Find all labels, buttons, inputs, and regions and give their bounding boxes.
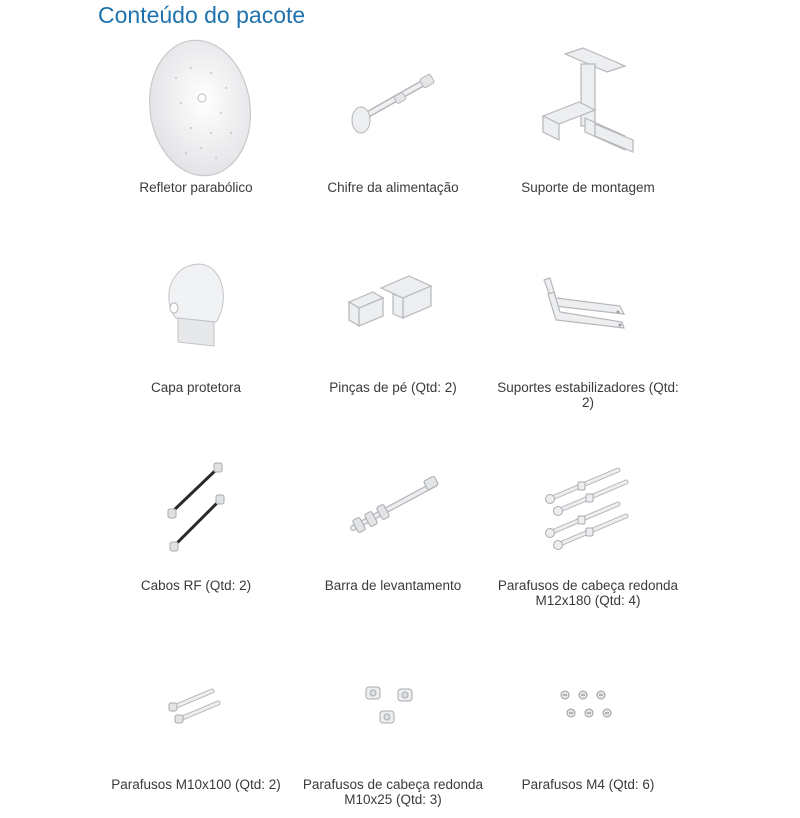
mounting-bracket-image bbox=[490, 44, 686, 168]
item-label: Parafusos M4 (Qtd: 6) bbox=[521, 777, 655, 792]
item-label: Chifre da alimentação bbox=[327, 180, 459, 195]
item-label: Suporte de montagem bbox=[521, 180, 655, 195]
stabilizer-brackets-image bbox=[490, 272, 686, 342]
elevation-rod-image bbox=[295, 472, 491, 542]
carriage-bolts-m10-image bbox=[295, 681, 491, 731]
item-label: Cabos RF (Qtd: 2) bbox=[140, 578, 252, 593]
carriage-bolts-m12-image bbox=[490, 462, 686, 552]
foot-clamps-image bbox=[295, 272, 491, 342]
rf-cables-image bbox=[98, 460, 294, 554]
item-label: Capa protetora bbox=[150, 380, 242, 395]
item-label: Refletor parabólico bbox=[139, 180, 253, 195]
item-label: Barra de levantamento bbox=[324, 578, 462, 593]
item-label: Suportes estabilizadores (Qtd: 2) bbox=[497, 380, 679, 410]
bolts-m10-image bbox=[98, 683, 294, 727]
protective-cover-image bbox=[98, 262, 294, 352]
item-label: Pinças de pé (Qtd: 2) bbox=[329, 380, 457, 395]
feed-horn-image bbox=[295, 68, 491, 138]
item-label: Parafusos de cabeça redonda M12x180 (Qtd: 4) bbox=[497, 578, 679, 608]
screws-m4-image bbox=[490, 685, 686, 725]
section-title: Conteúdo do pacote bbox=[98, 2, 306, 28]
parabolic-reflector-image bbox=[98, 38, 294, 178]
item-label: Parafusos de cabeça redonda M10x25 (Qtd: 3) bbox=[302, 777, 484, 807]
item-label: Parafusos M10x100 (Qtd: 2) bbox=[111, 777, 281, 792]
